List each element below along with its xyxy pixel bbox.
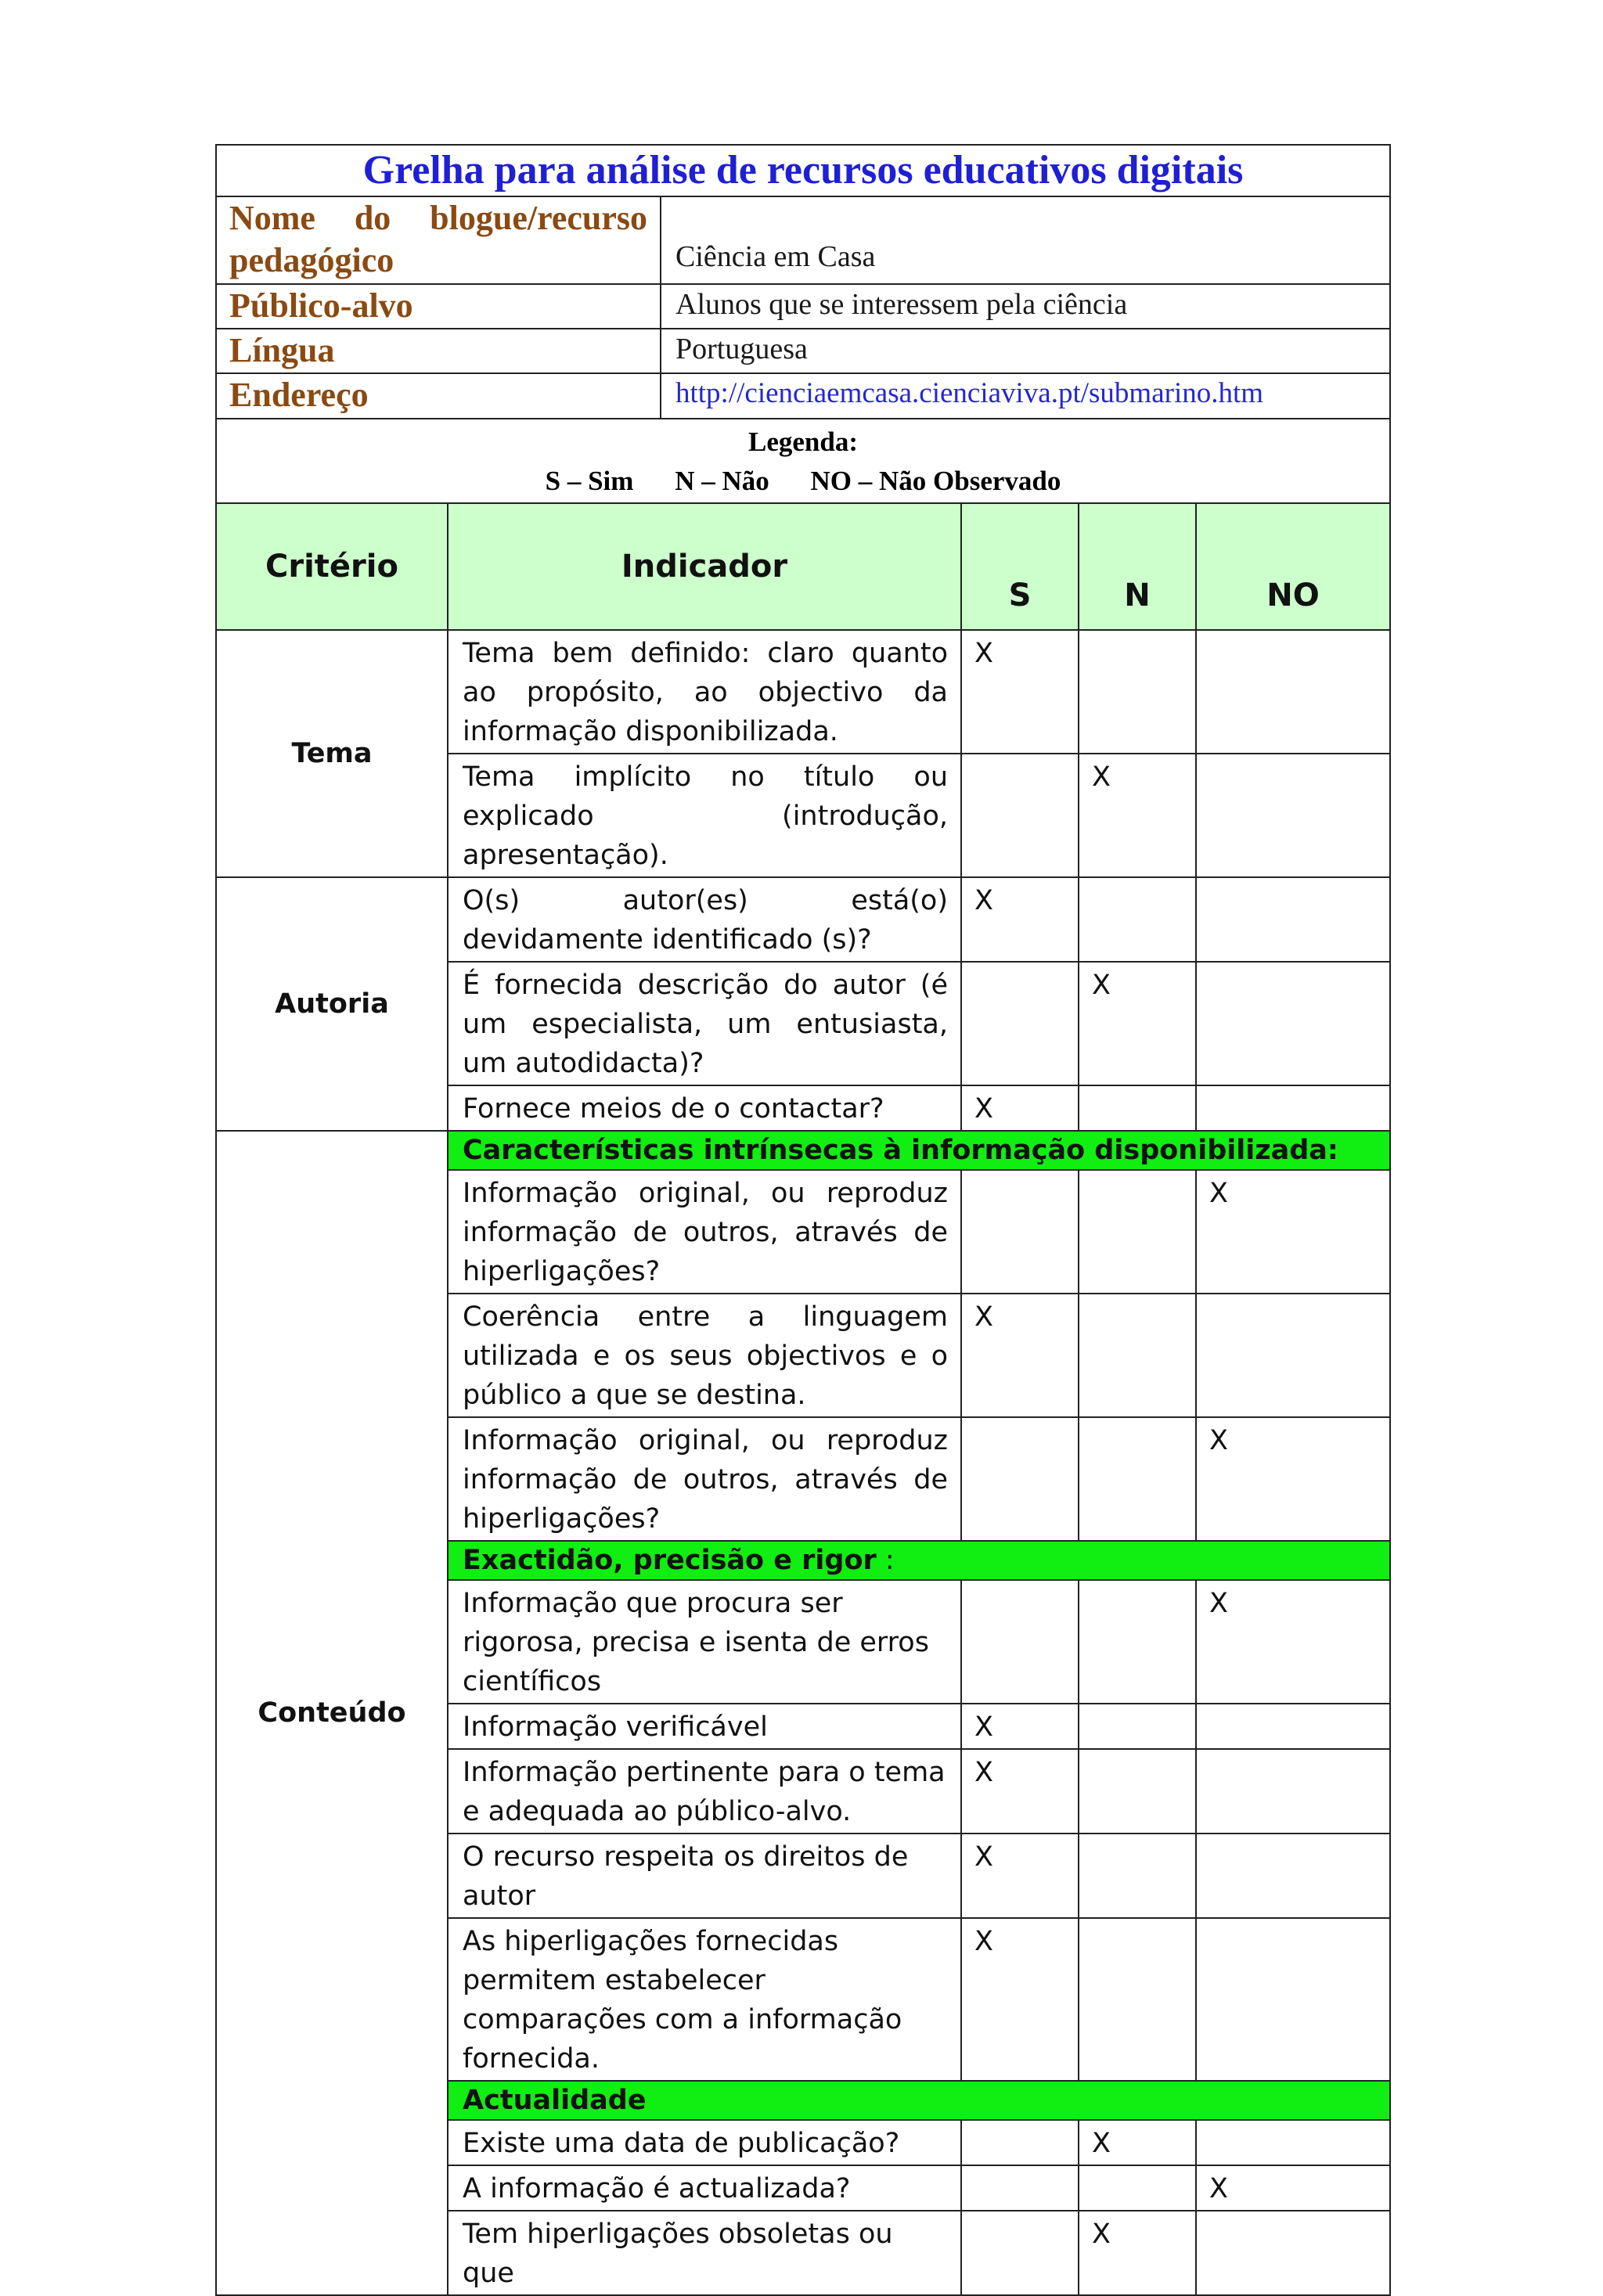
label-address: Endereço bbox=[216, 373, 661, 419]
mark-s: X bbox=[961, 1834, 1079, 1918]
mark-s bbox=[961, 1417, 1079, 1541]
criteria-table bbox=[215, 504, 1391, 2296]
value-address-link[interactable]: http://cienciaemcasa.cienciaviva.pt/submarino.htm bbox=[661, 373, 1390, 419]
section-currency: Actualidade bbox=[448, 2081, 1390, 2120]
value-language: Portuguesa bbox=[661, 329, 1390, 373]
section-accuracy bbox=[448, 1541, 1390, 1580]
mark-s: X bbox=[961, 1085, 1079, 1131]
indicator-text: Informação que procura ser rigorosa, precisa e isenta de erros científicos bbox=[448, 1580, 961, 1704]
table-row bbox=[216, 877, 1390, 962]
mark-s: X bbox=[961, 877, 1079, 962]
mark-n bbox=[1079, 1918, 1196, 2081]
mark-no: X bbox=[1196, 1580, 1390, 1704]
section-accuracy-label: Exactidão, precisão e rigor bbox=[463, 1545, 877, 1576]
mark-n bbox=[1079, 1417, 1196, 1541]
mark-n bbox=[1079, 630, 1196, 754]
document-title: Grelha para análise de recursos educativos digitais bbox=[216, 145, 1390, 196]
mark-s bbox=[961, 2211, 1079, 2295]
label-audience: Público-alvo bbox=[216, 284, 661, 329]
mark-s bbox=[961, 1580, 1079, 1704]
indicator-text: A informação é actualizada? bbox=[448, 2165, 961, 2211]
mark-no bbox=[1196, 962, 1390, 1085]
mark-n bbox=[1079, 1580, 1196, 1704]
legend-item-nao-observado: NO – Não Observado bbox=[810, 466, 1061, 496]
mark-no bbox=[1196, 1085, 1390, 1131]
indicator-text: Informação original, ou reproduz informação de outros, através de hiperligações? bbox=[448, 1417, 961, 1541]
mark-no bbox=[1196, 630, 1390, 754]
mark-n bbox=[1079, 877, 1196, 962]
mark-n: X bbox=[1079, 962, 1196, 1085]
header-row bbox=[216, 504, 1390, 630]
mark-n bbox=[1079, 1085, 1196, 1131]
indicator-text: As hiperligações fornecidas permitem estabelecer comparações com a informação fornecida. bbox=[448, 1918, 961, 2081]
mark-no bbox=[1196, 2211, 1390, 2295]
criterion-autoria: Autoria bbox=[216, 877, 448, 1131]
table-row bbox=[216, 630, 1390, 754]
mark-no bbox=[1196, 1834, 1390, 1918]
mark-s bbox=[961, 1170, 1079, 1294]
header-indicador: Indicador bbox=[448, 504, 961, 630]
mark-n: X bbox=[1079, 2211, 1196, 2295]
mark-no bbox=[1196, 2120, 1390, 2165]
indicator-text: Informação pertinente para o tema e adequada ao público-alvo. bbox=[448, 1749, 961, 1834]
indicator-text: O(s) autor(es) está(o) devidamente identificado (s)? bbox=[448, 877, 961, 962]
mark-n bbox=[1079, 1749, 1196, 1834]
evaluation-document bbox=[215, 144, 1389, 2296]
mark-no bbox=[1196, 1294, 1390, 1417]
indicator-text: Tema bem definido: claro quanto ao propósito, ao objectivo da informação disponibilizada. bbox=[448, 630, 961, 754]
mark-no bbox=[1196, 1749, 1390, 1834]
header-n: N bbox=[1079, 504, 1196, 630]
label-resource-name: Nome do blogue/recurso pedagógico bbox=[216, 196, 661, 284]
resource-info-table bbox=[215, 144, 1391, 504]
header-s: S bbox=[961, 504, 1079, 630]
mark-no bbox=[1196, 1918, 1390, 2081]
indicator-text: Informação original, ou reproduz informação de outros, através de hiperligações? bbox=[448, 1170, 961, 1294]
mark-n bbox=[1079, 1170, 1196, 1294]
mark-n bbox=[1079, 1704, 1196, 1749]
section-accuracy-colon: : bbox=[876, 1545, 895, 1576]
value-audience: Alunos que se interessem pela ciência bbox=[661, 284, 1390, 329]
mark-no bbox=[1196, 754, 1390, 877]
mark-s bbox=[961, 754, 1079, 877]
section-row bbox=[216, 1131, 1390, 1170]
header-criterio: Critério bbox=[216, 504, 448, 630]
mark-s bbox=[961, 2165, 1079, 2211]
mark-s: X bbox=[961, 1918, 1079, 2081]
mark-no bbox=[1196, 1704, 1390, 1749]
mark-s: X bbox=[961, 1294, 1079, 1417]
legend-item-nao: N – Não bbox=[675, 466, 769, 496]
legend bbox=[216, 419, 1390, 503]
indicator-text: Existe uma data de publicação? bbox=[448, 2120, 961, 2165]
mark-no bbox=[1196, 877, 1390, 962]
mark-no: X bbox=[1196, 1417, 1390, 1541]
mark-n bbox=[1079, 1834, 1196, 1918]
label-language: Língua bbox=[216, 329, 661, 373]
indicator-text: Informação verificável bbox=[448, 1704, 961, 1749]
value-resource-name: Ciência em Casa bbox=[661, 196, 1390, 284]
mark-s: X bbox=[961, 1704, 1079, 1749]
mark-s: X bbox=[961, 1749, 1079, 1834]
mark-no: X bbox=[1196, 1170, 1390, 1294]
mark-s bbox=[961, 2120, 1079, 2165]
indicator-text: Fornece meios de o contactar? bbox=[448, 1085, 961, 1131]
legend-item-sim: S – Sim bbox=[545, 466, 634, 496]
mark-n bbox=[1079, 1294, 1196, 1417]
mark-no: X bbox=[1196, 2165, 1390, 2211]
criterion-conteudo: Conteúdo bbox=[216, 1131, 448, 2295]
indicator-text: O recurso respeita os direitos de autor bbox=[448, 1834, 961, 1918]
mark-n: X bbox=[1079, 2120, 1196, 2165]
section-characteristics: Características intrínsecas à informação disponibilizada: bbox=[448, 1131, 1390, 1170]
header-no: NO bbox=[1196, 504, 1390, 630]
mark-s bbox=[961, 962, 1079, 1085]
indicator-text: É fornecida descrição do autor (é um especialista, um entusiasta, um autodidacta)? bbox=[448, 962, 961, 1085]
indicator-text: Coerência entre a linguagem utilizada e os seus objectivos e o público a que se destina. bbox=[448, 1294, 961, 1417]
indicator-text: Tem hiperligações obsoletas ou que bbox=[448, 2211, 961, 2295]
indicator-text: Tema implícito no título ou explicado (introdução, apresentação). bbox=[448, 754, 961, 877]
mark-n: X bbox=[1079, 754, 1196, 877]
mark-n bbox=[1079, 2165, 1196, 2211]
mark-s: X bbox=[961, 630, 1079, 754]
legend-title: Legenda: bbox=[748, 426, 858, 457]
criterion-tema: Tema bbox=[216, 630, 448, 877]
